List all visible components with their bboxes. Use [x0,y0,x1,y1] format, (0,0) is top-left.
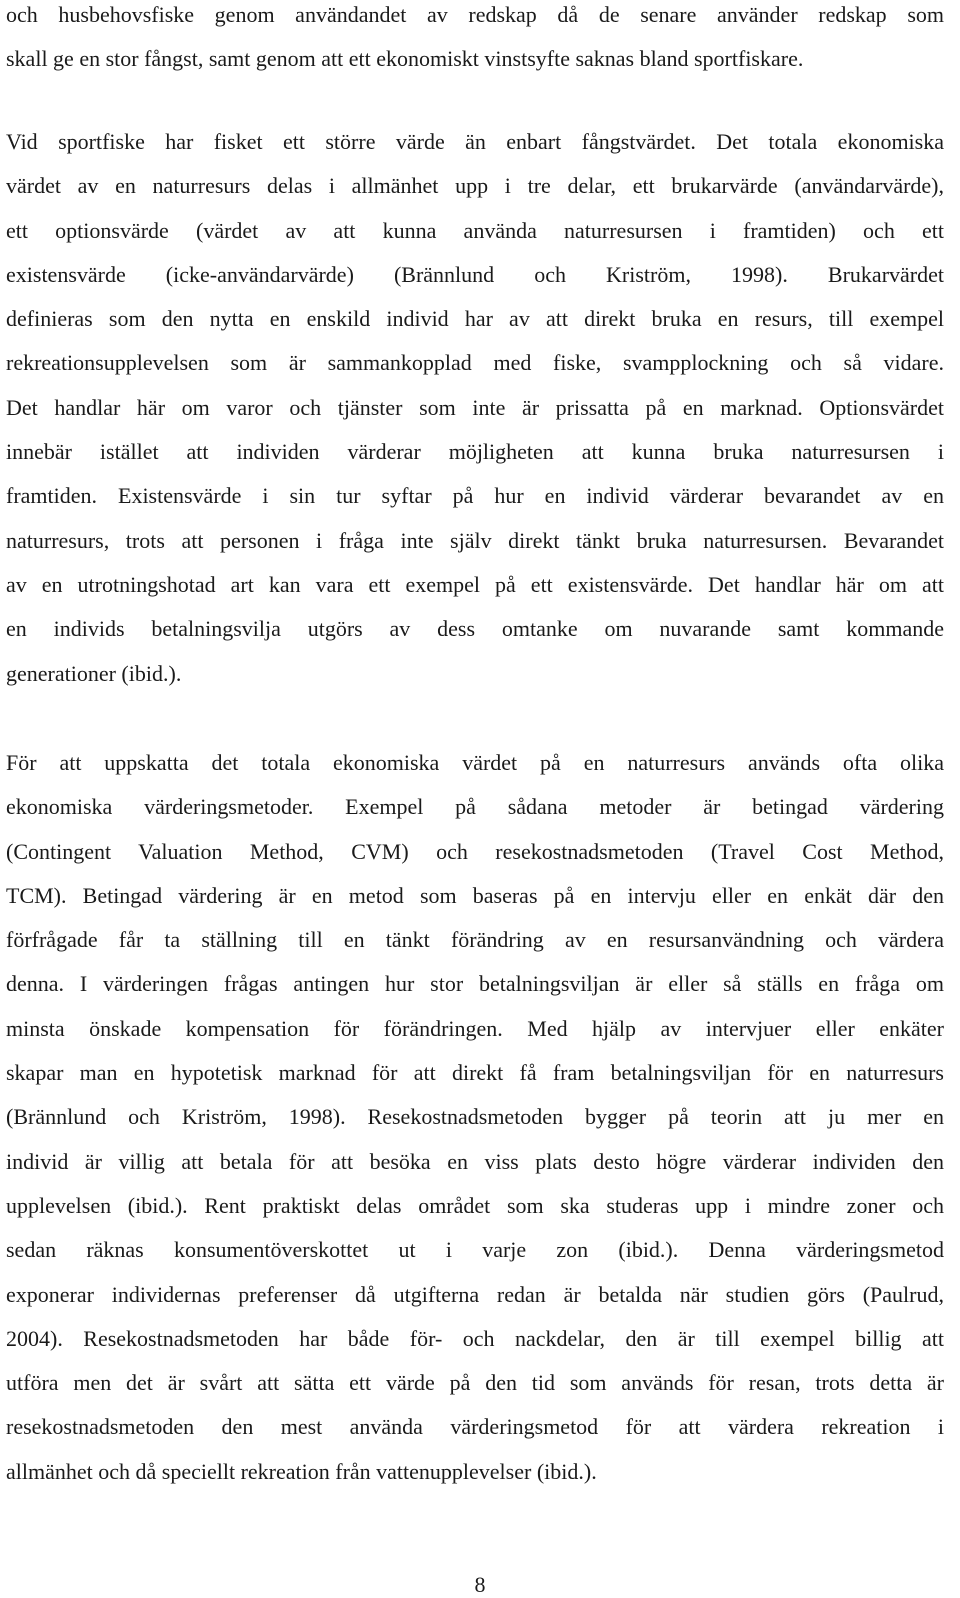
text-line: innebär istället att individen värderar möjligheten att kunna bruka naturresursen i [6,439,944,465]
text-line: rekreationsupplevelsen som är sammankopplad med fiske, svampplockning och så vidare. [6,350,944,376]
text-line: utföra men det är svårt att sätta ett värde på den tid som används för resan, trots detta är [6,1370,944,1396]
text-line: (Brännlund och Kriström, 1998). Resekostnadsmetoden bygger på teorin att ju mer en [6,1104,944,1130]
text-line: framtiden. Existensvärde i sin tur syftar på hur en individ värderar bevarandet av en [6,483,944,509]
page-number: 8 [474,1572,486,1597]
text-line: definieras som den nytta en enskild individ har av att direkt bruka en resurs, till exempel [6,306,944,332]
text-line: av en utrotningshotad art kan vara ett exempel på ett existensvärde. Det handlar här om att [6,571,944,597]
text-line: värdet av en naturresurs delas i allmänhet upp i tre delar, ett brukarvärde (användarvärde), [6,173,944,199]
text-line: skall ge en stor fångst, samt genom att ett ekonomiskt vinstsyfte saknas bland sportfiskare. [6,46,804,72]
paragraph-3 [6,748,944,1501]
text-line: ekonomiska värderingsmetoder. Exempel på sådana metoder är betingad värdering [6,794,944,820]
text-line: generationer (ibid.). [6,660,182,686]
text-line: naturresurs, trots att personen i fråga inte själv direkt tänkt bruka naturresursen. Bevarandet [6,527,944,553]
text-line: resekostnadsmetoden den mest använda värderingsmetod för att värdera rekreation i [6,1414,944,1440]
text-line: (Contingent Valuation Method, CVM) och resekostnadsmetoden (Travel Cost Method, [6,838,944,864]
text-line: och husbehovsfiske genom användandet av redskap då de senare använder redskap som [6,2,944,27]
text-line: Det handlar här om varor och tjänster som inte är prissatta på en marknad. Optionsvärdet [6,394,944,420]
text-line: allmänhet och då speciellt rekreation från vattenupplevelser (ibid.). [6,1458,597,1484]
text-line: denna. I värderingen frågas antingen hur stor betalningsviljan är eller så ställs en fråga om [6,971,944,997]
text-line: exponerar individernas preferenser då utgifterna redan är betalda när studien görs (Paulrud, [6,1281,944,1307]
text-line: Vid sportfiske har fisket ett större värde än enbart fångstvärdet. Det totala ekonomiska [6,129,944,154]
text-line: en individs betalningsvilja utgörs av dess omtanke om nuvarande samt kommande [6,616,944,642]
paragraph-2 [6,127,944,703]
text-line: förfrågade får ta ställning till en tänkt förändring av en resursanvändning och värdera [6,927,944,953]
text-line: upplevelsen (ibid.). Rent praktiskt delas området som ska studeras upp i mindre zoner och [6,1192,944,1218]
text-line: ett optionsvärde (värdet av att kunna använda naturresursen i framtiden) och ett [6,217,944,243]
text-line: minsta önskade kompensation för förändringen. Med hjälp av intervjuer eller enkäter [6,1015,944,1041]
text-line: individ är villig att betala för att besöka en viss plats desto högre värderar individen den [6,1148,944,1174]
text-line: skapar man en hypotetisk marknad för att direkt få fram betalningsviljan för en naturresurs [6,1060,944,1086]
text-line: 2004). Resekostnadsmetoden har både för- och nackdelar, den är till exempel billig att [6,1325,944,1351]
text-line: existensvärde (icke-användarvärde) (Brännlund och Kriström, 1998). Brukarvärdet [6,261,944,287]
text-line: sedan räknas konsumentöverskottet ut i varje zon (ibid.). Denna värderingsmetod [6,1237,944,1263]
paragraph-1 [6,0,944,89]
text-line: TCM). Betingad värdering är en metod som baseras på en intervju eller en enkät där den [6,882,944,908]
text-line: För att uppskatta det totala ekonomiska värdet på en naturresurs används ofta olika [6,750,944,775]
